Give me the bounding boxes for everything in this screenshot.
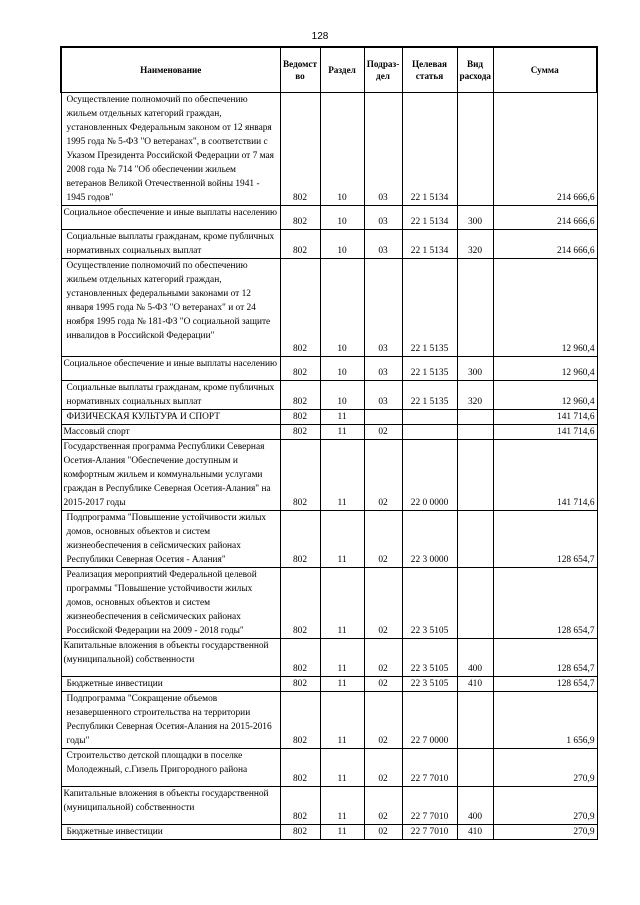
- row-vedom: 802: [280, 93, 320, 206]
- row-razdel: 11: [320, 440, 364, 511]
- row-podrazdel: 02: [364, 749, 402, 787]
- row-razdel: 11: [320, 410, 364, 425]
- row-summa: 128 654,7: [493, 511, 597, 568]
- row-celevaya: 22 3 0000: [402, 511, 457, 568]
- row-vedom: 802: [280, 410, 320, 425]
- row-name: Капитальные вложения в объекты государственной (муниципальной) собственности: [61, 639, 280, 677]
- row-podrazdel: 02: [364, 677, 402, 692]
- row-razdel: 11: [320, 568, 364, 639]
- table-row: [61, 677, 597, 692]
- row-summa: 141 714,6: [493, 440, 597, 511]
- row-vid: 410: [457, 677, 493, 692]
- row-vedom: 802: [280, 206, 320, 230]
- row-summa: 214 666,6: [493, 93, 597, 206]
- row-razdel: 10: [320, 259, 364, 357]
- table-row: [61, 787, 597, 825]
- row-celevaya: [402, 425, 457, 440]
- row-podrazdel: 03: [364, 93, 402, 206]
- row-name: Подпрограмма "Сокращение объемов незавершенного строительства на территории Республики Северная Осетия-Алания на 2015-2016 годы": [61, 692, 280, 749]
- row-vid: 410: [457, 825, 493, 840]
- table-row: [61, 692, 597, 749]
- row-vedom: 802: [280, 259, 320, 357]
- row-razdel: 11: [320, 749, 364, 787]
- row-podrazdel: 02: [364, 692, 402, 749]
- table-row: [61, 639, 597, 677]
- header-vedom: Ведомст во: [280, 47, 320, 93]
- row-razdel: 11: [320, 692, 364, 749]
- row-podrazdel: 02: [364, 511, 402, 568]
- row-vedom: 802: [280, 381, 320, 410]
- row-razdel: 11: [320, 677, 364, 692]
- row-celevaya: 22 0 0000: [402, 440, 457, 511]
- row-vedom: 802: [280, 425, 320, 440]
- row-vid: [457, 440, 493, 511]
- table-row: [61, 511, 597, 568]
- row-vedom: 802: [280, 692, 320, 749]
- row-razdel: 11: [320, 425, 364, 440]
- row-celevaya: 22 7 7010: [402, 825, 457, 840]
- row-name: Подпрограмма "Повышение устойчивости жилых домов, основных объектов и систем жизнеобеспечения в сейсмических районах Республики Северная Осетия - Алания": [61, 511, 280, 568]
- row-podrazdel: 03: [364, 230, 402, 259]
- header-podrazdel: Подраз- дел: [364, 47, 402, 93]
- row-vid: [457, 410, 493, 425]
- row-summa: 128 654,7: [493, 677, 597, 692]
- header-vid: Вид расхода: [457, 47, 493, 93]
- row-podrazdel: 02: [364, 825, 402, 840]
- row-celevaya: 22 3 5105: [402, 568, 457, 639]
- row-vid: [457, 511, 493, 568]
- row-vedom: 802: [280, 639, 320, 677]
- row-summa: 141 714,6: [493, 425, 597, 440]
- row-name: Социальные выплаты гражданам, кроме публичных нормативных социальных выплат: [61, 230, 280, 259]
- table-row: [61, 440, 597, 511]
- row-razdel: 10: [320, 357, 364, 381]
- row-summa: 12 960,4: [493, 381, 597, 410]
- table-row: [61, 568, 597, 639]
- row-razdel: 11: [320, 639, 364, 677]
- row-summa: 141 714,6: [493, 410, 597, 425]
- row-podrazdel: 03: [364, 357, 402, 381]
- page-number: 128: [311, 31, 329, 42]
- row-name: Социальное обеспечение и иные выплаты населению: [61, 206, 280, 230]
- row-summa: 128 654,7: [493, 639, 597, 677]
- row-celevaya: 22 1 5135: [402, 381, 457, 410]
- row-razdel: 11: [320, 825, 364, 840]
- row-razdel: 10: [320, 93, 364, 206]
- row-name: Бюджетные инвестиции: [61, 825, 280, 840]
- row-name: Социальные выплаты гражданам, кроме публичных нормативных социальных выплат: [61, 381, 280, 410]
- row-podrazdel: 02: [364, 440, 402, 511]
- table-row: [61, 381, 597, 410]
- row-razdel: 11: [320, 787, 364, 825]
- row-vid: [457, 259, 493, 357]
- row-vid: [457, 692, 493, 749]
- row-vedom: 802: [280, 825, 320, 840]
- table-row: [61, 410, 597, 425]
- row-name: Капитальные вложения в объекты государственной (муниципальной) собственности: [61, 787, 280, 825]
- row-summa: 270,9: [493, 825, 597, 840]
- row-vid: [457, 749, 493, 787]
- row-name: Массовый спорт: [61, 425, 280, 440]
- row-summa: 12 960,4: [493, 259, 597, 357]
- row-vedom: 802: [280, 568, 320, 639]
- row-summa: 12 960,4: [493, 357, 597, 381]
- row-celevaya: 22 3 5105: [402, 639, 457, 677]
- row-podrazdel: 02: [364, 568, 402, 639]
- table-row: [61, 425, 597, 440]
- row-vid: [457, 568, 493, 639]
- row-vid: [457, 93, 493, 206]
- table-row: [61, 206, 597, 230]
- budget-table: [60, 46, 598, 840]
- row-vedom: 802: [280, 511, 320, 568]
- header-name: Наименование: [61, 47, 280, 93]
- header-celevaya: Целевая статья: [402, 47, 457, 93]
- table-row: [61, 749, 597, 787]
- row-podrazdel: [364, 410, 402, 425]
- row-vedom: 802: [280, 440, 320, 511]
- table-row: [61, 230, 597, 259]
- row-podrazdel: 02: [364, 639, 402, 677]
- row-celevaya: [402, 410, 457, 425]
- row-podrazdel: 03: [364, 259, 402, 357]
- row-celevaya: 22 7 7010: [402, 787, 457, 825]
- table-row: [61, 259, 597, 357]
- row-vid: 320: [457, 381, 493, 410]
- row-vedom: 802: [280, 677, 320, 692]
- row-summa: 270,9: [493, 749, 597, 787]
- row-celevaya: 22 7 7010: [402, 749, 457, 787]
- row-name: Бюджетные инвестиции: [61, 677, 280, 692]
- row-celevaya: 22 3 5105: [402, 677, 457, 692]
- row-name: ФИЗИЧЕСКАЯ КУЛЬТУРА И СПОРТ: [61, 410, 280, 425]
- row-podrazdel: 02: [364, 787, 402, 825]
- row-razdel: 10: [320, 381, 364, 410]
- row-celevaya: 22 1 5135: [402, 357, 457, 381]
- row-summa: 214 666,6: [493, 230, 597, 259]
- row-celevaya: 22 1 5134: [402, 93, 457, 206]
- row-podrazdel: 02: [364, 425, 402, 440]
- row-summa: 214 666,6: [493, 206, 597, 230]
- table-row: [61, 825, 597, 840]
- row-vid: 300: [457, 357, 493, 381]
- row-razdel: 10: [320, 230, 364, 259]
- row-summa: 128 654,7: [493, 568, 597, 639]
- row-name: Осуществление полномочий по обеспечению жильем отдельных категорий граждан, установленных Федеральным законом от 12 января 1995 года № 5-ФЗ "О ветеранах", в соответствии с Указом Президента Российской Федерации от 7 мая 2008 года № 714 "Об обеспечении жильем ветеранов Великой Отечественной войны 1941 - 1945 годов": [61, 93, 280, 206]
- row-name: Осуществление полномочий по обеспечению жильем отдельных категорий граждан, установленных федеральными законами от 12 января 1995 года № 5-ФЗ "О ветеранах" и от 24 ноября 1995 года № 181-ФЗ "О социальной защите инвалидов в Российской Федерации": [61, 259, 280, 357]
- row-name: Реализация мероприятий Федеральной целевой программы "Повышение устойчивости жилых домов, основных объектов и систем жизнеобеспечения в сейсмических районах Российской Федерации на 2009 - 2018 годы": [61, 568, 280, 639]
- row-vid: 400: [457, 639, 493, 677]
- row-vedom: 802: [280, 357, 320, 381]
- row-celevaya: 22 1 5135: [402, 259, 457, 357]
- row-vedom: 802: [280, 749, 320, 787]
- row-razdel: 10: [320, 206, 364, 230]
- row-vid: 400: [457, 787, 493, 825]
- header-razdel: Раздел: [320, 47, 364, 93]
- row-summa: 1 656,9: [493, 692, 597, 749]
- row-vid: 320: [457, 230, 493, 259]
- row-celevaya: 22 1 5134: [402, 230, 457, 259]
- table-header-row: [61, 47, 597, 93]
- row-vedom: 802: [280, 230, 320, 259]
- row-name: Государственная программа Республики Северная Осетия-Алания "Обеспечение доступным и комфортным жильем и коммунальными услугами граждан в Республике Северная Осетия-Алания" на 2015-2017 годы: [61, 440, 280, 511]
- row-vedom: 802: [280, 787, 320, 825]
- header-summa: Сумма: [493, 47, 597, 93]
- row-vid: [457, 425, 493, 440]
- table-row: [61, 357, 597, 381]
- row-name: Строительство детской площадки в поселке Молодежный, с.Гизель Пригородного района: [61, 749, 280, 787]
- row-podrazdel: 03: [364, 206, 402, 230]
- table-row: [61, 93, 597, 206]
- row-name: Социальное обеспечение и иные выплаты населению: [61, 357, 280, 381]
- row-vid: 300: [457, 206, 493, 230]
- row-podrazdel: 03: [364, 381, 402, 410]
- row-celevaya: 22 7 0000: [402, 692, 457, 749]
- row-razdel: 11: [320, 511, 364, 568]
- row-summa: 270,9: [493, 787, 597, 825]
- row-celevaya: 22 1 5134: [402, 206, 457, 230]
